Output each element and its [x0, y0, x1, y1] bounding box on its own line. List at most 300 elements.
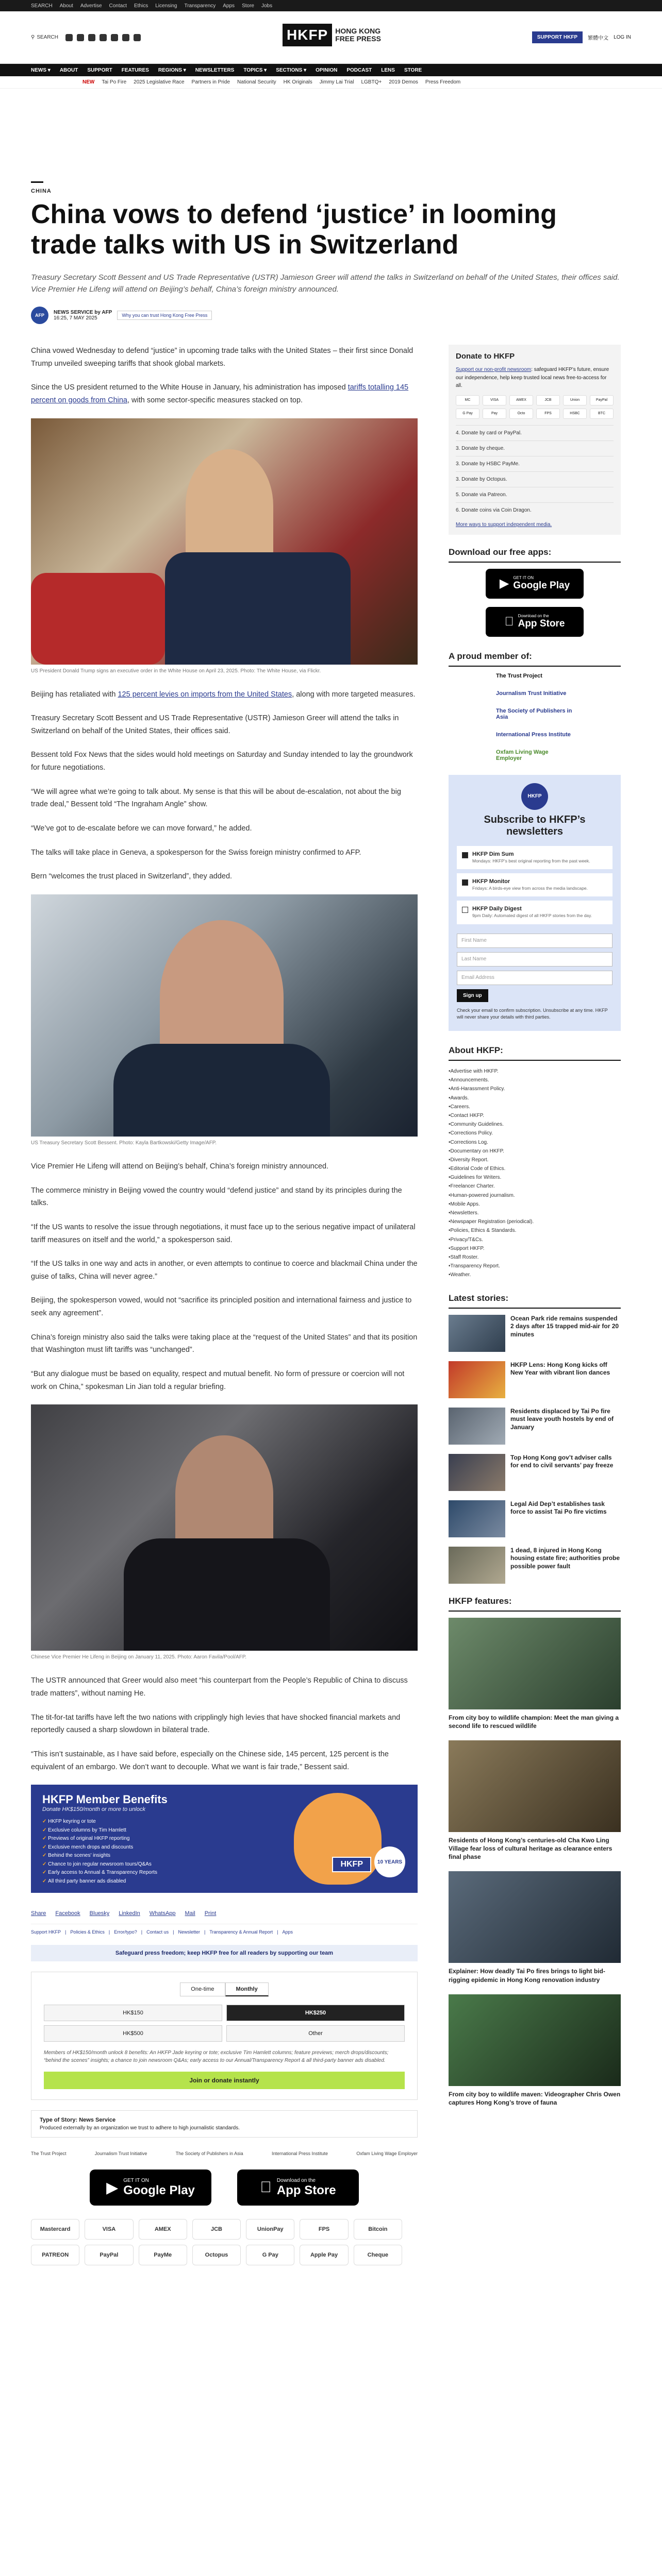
facebook-icon[interactable] [65, 34, 73, 41]
sopa-logo[interactable]: The Society of Publishers in Asia [175, 2151, 243, 2157]
sidebar-donate-desc [456, 366, 614, 390]
utility-about[interactable]: About [59, 3, 73, 9]
store-big: Google Play [123, 2183, 195, 2197]
donate-widget [31, 1972, 418, 2100]
option-desc: Mondays: HKFP’s best original reporting from the past week. [472, 858, 590, 863]
byline [31, 307, 631, 324]
about-link[interactable]: • Advertise with HKFP. [449, 1067, 621, 1076]
story-title[interactable]: Top Hong Kong gov’t adviser calls for end to civil servants’ pay freeze [510, 1453, 614, 1469]
trending-item[interactable]: Tai Po Fire [102, 79, 127, 85]
paragraph: “If the US talks in one way and acts in another, or even attempts to continue to coerce and blackmail China under the guise of talks, China will never agree.” [31, 1260, 418, 1281]
about-link[interactable]: • Guidelines for Writers. [449, 1173, 621, 1182]
feature-image [449, 1871, 621, 1963]
main-nav [0, 64, 662, 76]
member-of-title: A proud member of: [449, 651, 621, 667]
pay-icon[interactable]: G Pay [456, 409, 479, 419]
patreon-icon[interactable]: PATREON [31, 2245, 79, 2265]
footer-link[interactable]: Contact us [146, 1929, 169, 1935]
story-title[interactable]: Legal Aid Dep’t establishes task force to assist Tai Po fire victims [510, 1500, 607, 1516]
article-title: China vows to defend ‘justice’ in looming trade talks with US in Switzerland [31, 199, 557, 260]
newsletter-option[interactable] [457, 846, 613, 869]
trending-item[interactable]: 2025 Legislative Race [134, 79, 185, 85]
bluesky-icon[interactable] [111, 34, 118, 41]
checkbox-icon[interactable] [462, 907, 468, 913]
amount-option[interactable]: Other [226, 2025, 405, 2042]
amount-option[interactable]: HK$500 [44, 2025, 222, 2042]
utility-search[interactable]: SEARCH [31, 3, 53, 9]
option-name: HKFP Daily Digest [472, 906, 522, 912]
benefit-item: ✓ Exclusive columns by Tim Hamlett [42, 1826, 406, 1835]
latest-story[interactable] [449, 1454, 621, 1491]
latest-story[interactable] [449, 1361, 621, 1398]
about-link[interactable]: • Human-powered journalism. [449, 1191, 621, 1200]
newsletter-signup [449, 775, 621, 1031]
ipi-logo[interactable]: International Press Institute [271, 2151, 328, 2157]
nav-about[interactable]: ABOUT [59, 67, 78, 73]
logo-wordmark [335, 27, 381, 42]
about-link[interactable]: • Newsletters. [449, 1209, 621, 1217]
youtube-icon[interactable] [122, 34, 129, 41]
feature-title[interactable]: From city boy to wildlife champion: Meet the man giving a second life to rescued wildlife [449, 1714, 619, 1730]
byline-text [54, 310, 112, 321]
jti-logo[interactable]: Journalism Trust Initiative [496, 690, 567, 697]
photo-figure [175, 1435, 273, 1554]
benefit-item: ✓ Behind the scenes' insights [42, 1852, 406, 1860]
desc-text: : safeguard HKFP’s future, ensure our independence, help keep trusted local news free-to-access for all. [456, 367, 609, 388]
trending-item[interactable]: Press Freedom [425, 79, 461, 85]
about-link[interactable]: • Newspaper Registration (periodical). [449, 1217, 621, 1226]
trending-bar [0, 76, 662, 89]
about-link[interactable]: • Privacy/T&Cs. [449, 1235, 621, 1244]
benefit-item: ✓ Exclusive merch drops and discounts [42, 1843, 406, 1852]
language-switch[interactable]: 繁體中文 [588, 36, 609, 41]
sign-up-button[interactable]: Sign up [457, 989, 488, 1002]
feature-image [449, 1994, 621, 2086]
paragraph: “This isn’t sustainable, as I have said before, especially on the Chinese side, 145 percent, 125 percent is the equivalent of an embargo. We don’t want to decouple. What we want is fair trade,” Bessent said. [31, 1750, 389, 1771]
paragraph: Bessent told Fox News that the sides would hold meetings on Saturday and Sunday intended to lay the groundwork for future negotiations. [31, 751, 413, 772]
utility-store[interactable]: Store [242, 3, 254, 9]
spacer [457, 928, 613, 934]
option-text [472, 851, 590, 864]
paragraph: “We’ve got to de-escalate before we can move forward,” he added. [31, 824, 252, 833]
author-avatar[interactable]: AFP [31, 307, 48, 324]
first-name-input[interactable]: First Name [457, 934, 613, 948]
donate-method[interactable]: 3. Donate by HSBC PayMe. [456, 456, 614, 471]
donate-method[interactable]: 3. Donate by cheque. [456, 440, 614, 456]
photo-suit [113, 1044, 330, 1137]
member-subtitle: Donate HK$150/month or more to unlock [42, 1806, 145, 1813]
payme-icon[interactable]: PayMe [139, 2245, 187, 2265]
tab-one-time[interactable]: One-time [180, 1982, 225, 1996]
footer-link[interactable]: Policies & Ethics [70, 1929, 105, 1935]
paragraph: “But any dialogue must be based on equality, respect and mutual benefit. No form of pressure or coercion will not work on China,” spokesman Lin Jian told a regular briefing. [31, 1370, 405, 1391]
about-link[interactable]: • Careers. [449, 1103, 621, 1111]
paragraph: “If the US wants to resolve the issue through negotiations, it must face up to the serious negative impact of unilateral tariff measures on itself and the world,” a spokesperson said. [31, 1223, 416, 1244]
trending-item[interactable]: HK Originals [283, 79, 312, 85]
about-link[interactable]: • Documentary on HKFP. [449, 1147, 621, 1156]
search-label: SEARCH [37, 35, 59, 40]
paragraph: The tit-for-tat tariffs have left the two nations with cripplingly high levies that have shocked financial markets and reportedly caused a sharp slowdown in bilateral trade. [31, 1713, 401, 1735]
paragraph [31, 381, 418, 406]
tab-monthly[interactable]: Monthly [225, 1982, 269, 1996]
support-newsroom-link[interactable]: Support our non-profit newsroom [456, 367, 532, 372]
pay-icon[interactable]: Octo [509, 409, 533, 419]
footer-link[interactable]: Support HKFP [31, 1929, 61, 1935]
share-print[interactable]: Print [204, 1910, 217, 1917]
footer-link[interactable]: Newsletter [178, 1929, 201, 1935]
nav-podcast[interactable]: PODCAST [346, 67, 372, 73]
donate-method[interactable]: 4. Donate by card or PayPal. [456, 425, 614, 440]
utility-bar [0, 0, 662, 11]
photo-suit [124, 1538, 330, 1651]
sidebar-stores [449, 569, 621, 637]
newsletter-title: Subscribe to HKFP’s newsletters [484, 814, 586, 837]
about-link[interactable]: • Awards. [449, 1094, 621, 1103]
new-badge: NEW [82, 79, 95, 85]
fps-icon[interactable]: FPS [300, 2219, 348, 2240]
paragraph: Bern “welcomes the trust placed in Switzerland”, they added. [31, 872, 233, 881]
article-lede: Treasury Secretary Scott Bessent and US Trade Representative (USTR) Jamieson Greer will attend the talks in Switzerland on behalf of the United States, their offices said. Vice Premier He Lifeng will attend on Beijing’s behalf, China’s foreign ministry announced. [31, 273, 620, 294]
feature-image [449, 1740, 621, 1832]
option-text [472, 878, 588, 891]
amount-option[interactable]: HK$150 [44, 2005, 222, 2021]
paragraph: Treasury Secretary Scott Bessent and US Trade Representative (USTR) Jamieson Greer will attend the talks in Switzerland on behalf of the United States, their offices said. [31, 714, 399, 735]
story-type-label: Type of Story: News Service [40, 2117, 116, 2124]
app-store-button[interactable] [486, 607, 584, 637]
paragraph: “We will agree what we’re going to talk about. My sense is that this will be about de-escalation, not about the big trade deal,” Bessent told “The Ingraham Angle” show. [31, 787, 401, 809]
pay-icon[interactable]: PayPal [590, 395, 614, 405]
checkbox-checked-icon[interactable] [462, 852, 468, 858]
publish-date: 16:25, 7 MAY 2025 [54, 315, 97, 321]
x-icon[interactable] [77, 34, 84, 41]
google-play-icon: ▶ [106, 2179, 119, 2196]
store-small: GET IT ON [513, 575, 534, 580]
pay-icon[interactable]: JCB [536, 395, 560, 405]
newsletter-note: Check your email to confirm subscription. Unsubscribe at any time. HKFP will never share your details with third parties. [457, 1007, 608, 1020]
option-desc: 9pm Daily: Automated digest of all HKFP stories from the day. [472, 913, 592, 919]
anniversary-badge: 10 YEARS [374, 1846, 405, 1877]
bitcoin-icon[interactable]: Bitcoin [354, 2219, 402, 2240]
feature-title[interactable]: From city boy to wildlife maven: Videographer Chris Owen captures Hong Kong’s trove of fauna [449, 2090, 621, 2106]
ipi-logo[interactable]: International Press Institute [496, 731, 571, 738]
frequency-tabs [44, 1982, 405, 1996]
bessent-photo [31, 894, 418, 1137]
paragraph: China’s foreign ministry also said the talks were taking place at the “request of the United States” and that its position that Washington must lift tariffs was “unchanged”. [31, 1333, 418, 1354]
section-divider [31, 181, 43, 183]
about-link[interactable]: • Corrections Policy. [449, 1129, 621, 1138]
cheque-icon[interactable]: Cheque [354, 2245, 402, 2265]
login-link[interactable]: LOG IN [614, 35, 631, 40]
about-title: About HKFP: [449, 1045, 621, 1061]
donate-method[interactable]: 5. Donate via Patreon. [456, 487, 614, 502]
search-icon: ⚲ [31, 35, 35, 40]
nav-opinion[interactable]: OPINION [316, 67, 338, 73]
header-actions [532, 31, 631, 43]
feature-item[interactable] [449, 1871, 621, 1984]
mastercard-icon[interactable]: Mastercard [31, 2219, 79, 2240]
story-title[interactable]: Residents displaced by Tai Po fire must leave youth hostels by end of January [510, 1407, 614, 1431]
trending-item[interactable]: 2019 Demos [389, 79, 418, 85]
about-link[interactable]: • Transparency Report. [449, 1262, 621, 1270]
jti-logo[interactable]: Journalism Trust Initiative [94, 2151, 147, 2157]
pay-icon[interactable]: AMEX [509, 395, 533, 405]
pay-icon[interactable]: Union [563, 395, 587, 405]
pay-icon[interactable]: HSBC [563, 409, 587, 419]
sidebar-donate-title: Donate to HKFP [456, 352, 515, 361]
share-linkedin[interactable]: LinkedIn [119, 1910, 140, 1917]
tariffs-link[interactable]: tariffs totalling 145 percent on goods from China [31, 383, 409, 404]
pay-icon[interactable]: MC [456, 395, 479, 405]
pay-icon[interactable]: Pay [483, 409, 506, 419]
share-facebook[interactable]: Facebook [55, 1910, 80, 1917]
visa-icon[interactable]: VISA [85, 2219, 133, 2240]
share-bar [31, 1903, 418, 1924]
about-link[interactable]: • Diversity Report. [449, 1156, 621, 1164]
story-thumb [449, 1315, 505, 1352]
latest-story[interactable] [449, 1500, 621, 1537]
paragraph-text: Beijing has retaliated with [31, 690, 118, 699]
utility-advertise[interactable]: Advertise [80, 3, 102, 9]
feature-title[interactable]: Explainer: How deadly Tai Po fires brings to light bid-rigging epidemic in Hong Kong renovation industry [449, 1968, 605, 1984]
article-body [31, 345, 418, 2265]
about-link[interactable]: • Anti-Harassment Policy. [449, 1084, 621, 1093]
footer-link[interactable]: Transparency & Annual Report [209, 1929, 273, 1935]
apple-icon [260, 2179, 272, 2196]
app-store-text [271, 2177, 336, 2198]
photo-caption: US President Donald Trump signs an executive order in the White House on April 23, 2025. Photo: The White House, via Flickr. [31, 668, 321, 674]
trust-project-logo[interactable]: The Trust Project [496, 672, 542, 679]
google-play-button[interactable] [486, 569, 584, 599]
app-store-button[interactable] [237, 2170, 359, 2206]
paragraph: Beijing, the spokesperson vowed, would not “sacrifice its principled position and international fairness and justice to seek any agreement”. [31, 1296, 412, 1318]
share-whatsapp[interactable]: WhatsApp [149, 1910, 176, 1917]
amount-option-selected[interactable]: HK$250 [226, 2005, 405, 2021]
benefit-item: ✓ All third party banner ads disabled [42, 1877, 406, 1886]
feature-item[interactable] [449, 1994, 621, 2107]
about-link[interactable]: • Freelancer Charter. [449, 1182, 621, 1191]
donate-note: Members of HK$150/month unlock 8 benefits: An HKFP Jade keyring or tote; exclusive Tim Hamlett columns; feature previews; merch drops/discounts; “behind the scenes” insights; a chance to join newsroom Q&As; early access to our Annual/Transparency Report & all third-party banner ads disabled. [44, 2050, 389, 2064]
paragraph-text: , along with more targeted measures. [292, 690, 416, 699]
benefit-item: ✓ Previews of original HKFP reporting [42, 1835, 406, 1843]
nav-news[interactable]: NEWS ▾ [31, 67, 51, 73]
google-play-icon: ▶ [499, 577, 509, 590]
share-label: Share [31, 1910, 46, 1917]
support-hkfp-button[interactable]: SUPPORT HKFP [532, 31, 583, 43]
jcb-icon[interactable]: JCB [192, 2219, 241, 2240]
photo-caption: US Treasury Secretary Scott Bessent. Photo: Kayla Bartkowski/Getty Image/AFP. [31, 1140, 217, 1146]
pay-icon[interactable]: BTC [590, 409, 614, 419]
about-link[interactable]: • Corrections Log. [449, 1138, 621, 1147]
google-play-text [513, 575, 570, 591]
join-donate-button[interactable]: Join or donate instantly [44, 2072, 405, 2089]
octopus-icon[interactable]: Octopus [192, 2245, 241, 2265]
newsletter-option[interactable] [457, 873, 613, 896]
about-link[interactable]: • Community Guidelines. [449, 1120, 621, 1129]
site-logo[interactable] [283, 24, 381, 46]
mail-icon[interactable] [134, 34, 141, 41]
feature-item[interactable] [449, 1740, 621, 1861]
site-header [0, 11, 662, 64]
page-content [0, 345, 662, 2265]
instagram-icon[interactable] [88, 34, 95, 41]
member-title: HKFP Member Benefits [42, 1793, 168, 1806]
logo-line-2: FREE PRESS [335, 35, 381, 43]
latest-title: Latest stories: [449, 1293, 621, 1309]
apple-pay-icon[interactable]: Apple Pay [300, 2245, 348, 2265]
levies-link[interactable]: 125 percent levies on imports from the United States [118, 690, 292, 699]
nav-lens[interactable]: LENS [381, 67, 395, 73]
utility-transparency[interactable]: Transparency [184, 3, 216, 9]
features-title: HKFP features: [449, 1596, 621, 1612]
option-name: HKFP Monitor [472, 878, 510, 885]
trust-link[interactable]: Why you can trust Hong Kong Free Press [117, 311, 212, 320]
story-thumb [449, 1500, 505, 1537]
member-benefits-banner[interactable] [31, 1785, 418, 1893]
email-input[interactable]: Email Address [457, 971, 613, 985]
store-small: Download on the [271, 2177, 310, 2183]
about-link[interactable]: • Policies, Ethics & Standards. [449, 1226, 621, 1235]
store-big: App Store [513, 618, 560, 629]
features-list [449, 1618, 621, 2107]
utility-jobs[interactable]: Jobs [261, 3, 273, 9]
newsletter-option[interactable] [457, 901, 613, 924]
hkfp-round-logo: HKFP [521, 783, 548, 810]
member-logos [449, 673, 621, 761]
option-text [472, 906, 592, 919]
footer-link[interactable]: Apps [282, 1929, 293, 1935]
about-link[interactable]: • Contact HKFP. [449, 1111, 621, 1120]
story-title[interactable]: 1 dead, 8 injured in Hong Kong housing estate fire; authorities probe possible power fault [510, 1546, 620, 1570]
nav-support[interactable]: SUPPORT [87, 67, 112, 73]
threads-icon[interactable] [100, 34, 107, 41]
trending-item[interactable]: Partners in Pride [191, 79, 230, 85]
paragraph: The talks will take place in Geneva, a spokesperson for the Swiss foreign ministry confirmed to AFP. [31, 848, 361, 857]
oxfam-logo[interactable]: Oxfam Living Wage Employer [496, 749, 549, 761]
paragraph: Vice Premier He Lifeng will attend on Beijing’s behalf, China’s foreign ministry announced. [31, 1162, 329, 1171]
about-link[interactable]: • Staff Roster. [449, 1253, 621, 1262]
safeguard-banner[interactable]: Safeguard press freedom; keep HKFP free for all readers by supporting our team [31, 1945, 418, 1961]
utility-contact[interactable]: Contact [109, 3, 127, 9]
apple-icon [505, 615, 514, 629]
latest-story[interactable] [449, 1315, 621, 1352]
google-play-text [123, 2178, 195, 2198]
store-small: GET IT ON [123, 2177, 149, 2183]
pay-icon[interactable]: VISA [483, 395, 506, 405]
article-category[interactable]: CHINA [31, 188, 52, 194]
trending-item[interactable]: Jimmy Lai Trial [319, 79, 354, 85]
about-link[interactable]: • Editorial Code of Ethics. [449, 1164, 621, 1173]
donate-methods [456, 425, 614, 518]
paragraph: China vowed Wednesday to defend “justice” in upcoming trade talks with the United States – their first since Donald Trump unveiled sweeping tariffs that shook global markets. [31, 347, 413, 368]
paragraph-text: Since the US president returned to the White House in January, his administration has imposed [31, 383, 348, 392]
latest-story[interactable] [449, 1408, 621, 1445]
paypal-icon[interactable]: PayPal [85, 2245, 133, 2265]
feature-item[interactable] [449, 1618, 621, 1730]
story-title[interactable]: HKFP Lens: Hong Kong kicks off New Year with vibrant lion dances [510, 1361, 610, 1377]
trending-item[interactable]: National Security [237, 79, 276, 85]
benefit-item: ✓ Early access to Annual & Transparency Reports [42, 1869, 406, 1877]
nav-store[interactable]: STORE [404, 67, 422, 73]
donate-method[interactable]: 6. Donate coins via Coin Dragon. [456, 502, 614, 518]
trending-item[interactable]: LGBTQ+ [361, 79, 382, 85]
nav-regions[interactable]: REGIONS ▾ [158, 67, 186, 73]
app-store-row [31, 2170, 418, 2206]
checkbox-checked-icon[interactable] [462, 879, 468, 886]
he-lifeng-photo [31, 1404, 418, 1651]
pay-icon[interactable]: FPS [536, 409, 560, 419]
about-link[interactable]: • Support HKFP. [449, 1244, 621, 1253]
story-type-desc: Produced externally by an organization we trust to adhere to high journalistic standards. [40, 2125, 240, 2131]
partner-logos-row [31, 2151, 418, 2156]
latest-story[interactable] [449, 1547, 621, 1584]
utility-ethics[interactable]: Ethics [134, 3, 148, 9]
utility-licensing[interactable]: Licensing [155, 3, 177, 9]
about-links [449, 1067, 621, 1280]
sopa-logo[interactable]: The Society of Publishers in Asia [496, 707, 572, 720]
nav-sections[interactable]: SECTIONS ▾ [276, 67, 307, 73]
benefit-item: ✓ HKFP keyring or tote [42, 1818, 406, 1826]
google-play-button[interactable] [90, 2170, 211, 2206]
about-link[interactable]: • Weather. [449, 1270, 621, 1279]
store-big: Google Play [513, 580, 570, 591]
author-name[interactable]: NEWS SERVICE by AFP [54, 310, 112, 315]
trump-photo [31, 418, 418, 665]
photo-desk [165, 552, 351, 665]
apps-title: Download our free apps: [449, 547, 621, 563]
story-title[interactable]: Ocean Park ride remains suspended 2 days after 15 trapped mid-air for 20 minutes [510, 1314, 619, 1338]
amex-icon[interactable]: AMEX [139, 2219, 187, 2240]
nav-newsletters[interactable]: NEWSLETTERS [195, 67, 235, 73]
share-mail[interactable]: Mail [185, 1910, 195, 1917]
nav-topics[interactable]: TOPICS ▾ [243, 67, 267, 73]
story-thumb [449, 1547, 505, 1584]
app-store-text [513, 614, 565, 630]
paragraph [31, 688, 418, 701]
feature-image [449, 1618, 621, 1709]
photo-caption: Chinese Vice Premier He Lifeng in Beijing on January 11, 2025. Photo: Aaron Favila/Pool/AFP. [31, 1654, 247, 1660]
sidebar [449, 345, 621, 2265]
sidebar-pay-icons [456, 395, 614, 419]
feature-title[interactable]: Residents of Hong Kong’s centuries-old Cha Kwo Ling Village fear loss of cultural heritage as clearance enters final phase [449, 1836, 613, 1861]
donate-method[interactable]: 3. Donate by Octopus. [456, 471, 614, 487]
unionpay-icon[interactable]: UnionPay [246, 2219, 294, 2240]
amount-options [44, 2005, 405, 2042]
about-link[interactable]: • Announcements. [449, 1076, 621, 1084]
sidebar-donate [449, 345, 621, 535]
about-link[interactable]: • Mobile Apps. [449, 1200, 621, 1209]
utility-apps[interactable]: Apps [223, 3, 235, 9]
more-ways-link[interactable]: More ways to support independent media. [456, 521, 552, 528]
google-pay-icon[interactable]: G Pay [246, 2245, 294, 2265]
story-thumb [449, 1408, 505, 1445]
option-desc: Fridays: A birds-eye view from across the media landscape. [472, 885, 588, 891]
photo-hats [31, 573, 165, 665]
option-name: HKFP Dim Sum [472, 851, 514, 857]
paragraph-text: , with some sector-specific measures stacked on top. [127, 396, 303, 404]
nav-features[interactable]: FEATURES [121, 67, 149, 73]
footer-link[interactable]: Error/typo? [114, 1929, 137, 1935]
share-bluesky[interactable]: Bluesky [89, 1910, 110, 1917]
logo-line-1: HONG KONG [335, 27, 381, 36]
last-name-input[interactable]: Last Name [457, 952, 613, 967]
article-header [0, 89, 662, 324]
oxfam-logo[interactable]: Oxfam Living Wage Employer [356, 2151, 418, 2157]
store-big: App Store [271, 2183, 330, 2197]
trust-project-logo[interactable]: The Trust Project [31, 2151, 67, 2157]
article-footer-links: Support HKFP | Policies & Ethics | Error/typo? | Contact us | Newsletter | Transparency & Annual Report | Apps [31, 1929, 293, 1935]
story-type-box [31, 2110, 418, 2138]
search-button[interactable] [31, 35, 58, 40]
